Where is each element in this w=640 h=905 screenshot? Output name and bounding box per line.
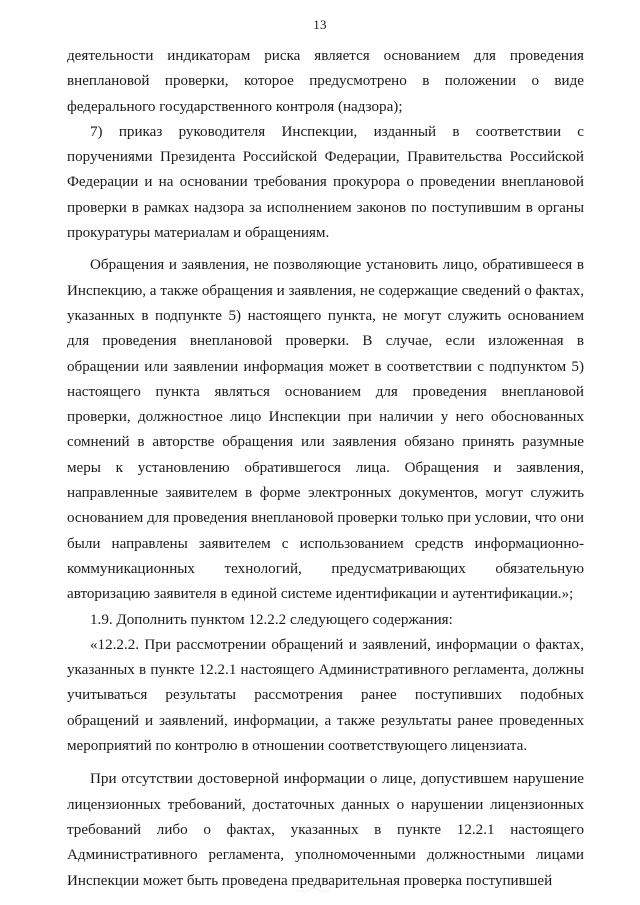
paragraph-item-7: 7) приказ руководителя Инспекции, изданный в соответствии с поручениями Президента Российской Федерации, Правительства Российской Федерации и на основании требования прокурора о проведении внеплановой проверки в рамках надзора за исполнением законов по поступившим в органы прокуратуры материалам и обращениям.: [67, 123, 584, 242]
paragraph-amendment-1-9: 1.9. Дополнить пунктом 12.2.2 следующего содержания:: [90, 611, 453, 628]
page-number: 13: [313, 17, 327, 32]
paragraph-clause-12-2-2: «12.2.2. При рассмотрении обращений и заявлений, информации о фактах, указанных в пункте 12.2.1 настоящего Административного регламента, должны учитываться результаты рассмотрения ранее поступивших подобных обращений и заявлений, информации, а также результаты ранее проведенных мероприятий по контролю в отношении соответствующего лицензиата.: [67, 636, 584, 755]
paragraph-appeals: Обращения и заявления, не позволяющие установить лицо, обратившееся в Инспекцию, а также обращения и заявления, не содержащие сведений о фактах, указанных в подпункте 5) настоящего пункта, не могут служить основанием для проведения внеплановой проверки. В случае, если изложенная в обращении или заявлении информация может в соответствии с подпунктом 5) настоящего пункта являться основанием для проведения внеплановой проверки, должностное лицо Инспекции при наличии у него обоснованных сомнений в авторстве обращения или заявления обязано принять разумные меры к установлению обратившегося лица. Обращения и заявления, направленные заявителем в форме электронных документов, могут служить основанием для проведения внеплановой проверки только при условии, что они были направлены заявителем с использованием средств информационно-коммуникационных технологий, предусматривающих обязательную авторизацию заявителя в единой системе идентификации и аутентификации.»;: [67, 257, 584, 603]
paragraph-no-reliable-info: При отсутствии достоверной информации о лице, допустившем нарушение лицензионных требований, достаточных данных о нарушении лицензионных требований либо о фактах, указанных в пункте 12.2.1 настоящего Административного регламента, уполномоченными должностными лицами Инспекции может быть проведена предварительная проверка поступившей: [67, 771, 584, 889]
paragraph-continuation: деятельности индикаторам риска является основанием для проведения внеплановой проверки, которое предусмотрено в положении о виде федерального государственного контроля (надзора);: [67, 48, 584, 115]
document-body: [67, 44, 584, 894]
scan-artifact: [296, 886, 330, 894]
